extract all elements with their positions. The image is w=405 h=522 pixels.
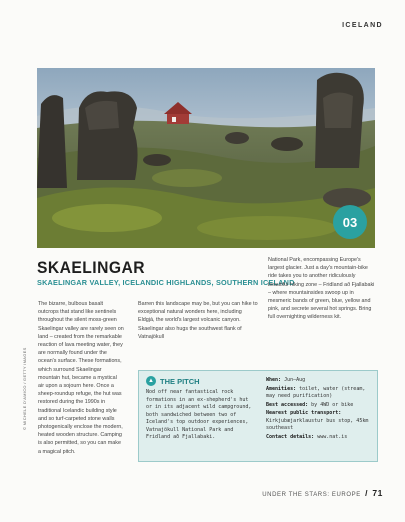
footer-book-title: UNDER THE STARS: EUROPE bbox=[262, 492, 361, 498]
body-column-1: The bizarre, bulbous basalt outcrops that stand like sentinels throughout the silent moss-green Skaelingar valley are rarely seen on land – created from the remarkable reaction of lava meeting water, they are normally found under the ocean's surface. These formations, which surround Skaelingar mountain hut, became a mystical air upon a sojourn here. Once a sheep-roundup refuge, the hut was restored during the 1990s in traditional Icelandic building style and so turf-carpeted stone walls photogenically enclose the modern, heated wooden structure. Camping is also permitted, so you can make a magical pitch. bbox=[38, 301, 124, 455]
body-column-2: Barren this landscape may be, but you can hike to exceptional natural wonders here, including Eldgjá, the world's largest volcanic canyon. Skaelingar also hugs the southwest flank of Vatnajökull bbox=[138, 301, 258, 340]
landscape-image bbox=[37, 68, 375, 248]
pitch-heading bbox=[146, 376, 200, 386]
tent-icon: ▲ bbox=[146, 376, 156, 386]
fact-best-accessed: Best accessed: by 4WD or bike bbox=[266, 401, 354, 408]
page-number: 71 bbox=[372, 488, 383, 498]
article-title: SKAELINGAR bbox=[37, 258, 146, 277]
article-subtitle: SKAELINGAR VALLEY, ICELANDIC HIGHLANDS, SOUTHERN ICELAND bbox=[37, 278, 295, 287]
fact-nearest-transport: Nearest public transport: Kirkjubæjarklaustur bus stop, 45km southeast bbox=[266, 410, 369, 431]
fact-when: When: Jun–Aug bbox=[266, 377, 306, 383]
article-number-badge: 03 bbox=[333, 205, 367, 239]
article-photo bbox=[37, 68, 375, 248]
body-column-3: National Park, encompassing Europe's largest glacier. Just a day's mountain-bike ride takes you to another ridiculously beautiful hiking zone – Fridland að Fjallabaki – where mountainsides swoop up in mesmeric bands of green, blue, yellow and pink, and secrete several hot springs. Bring full overnighting wilderness kit. bbox=[268, 257, 375, 321]
section-tag: ICELAND bbox=[342, 22, 383, 29]
pitch-box bbox=[138, 370, 378, 462]
page-separator: / bbox=[365, 488, 369, 498]
pitch-facts bbox=[266, 377, 374, 442]
fact-contact: Contact details: www.nat.is bbox=[266, 433, 348, 440]
fact-amenities: Amenities: toilet, water (stream, may need purification) bbox=[266, 385, 366, 399]
photo-credit: © MICHELE D'AMICO / GETTY IMAGES bbox=[22, 347, 27, 430]
pitch-description: Nod off near fantastical rock formations in an ex-shepherd's hut or in its adjacent wild campground, both sandwiched between two of Iceland's top outdoor experiences, Vatnajökull National Park and Fridland að Fjallabaki. bbox=[146, 389, 252, 440]
pitch-heading-text: THE PITCH bbox=[160, 376, 200, 386]
page-footer bbox=[262, 488, 383, 498]
